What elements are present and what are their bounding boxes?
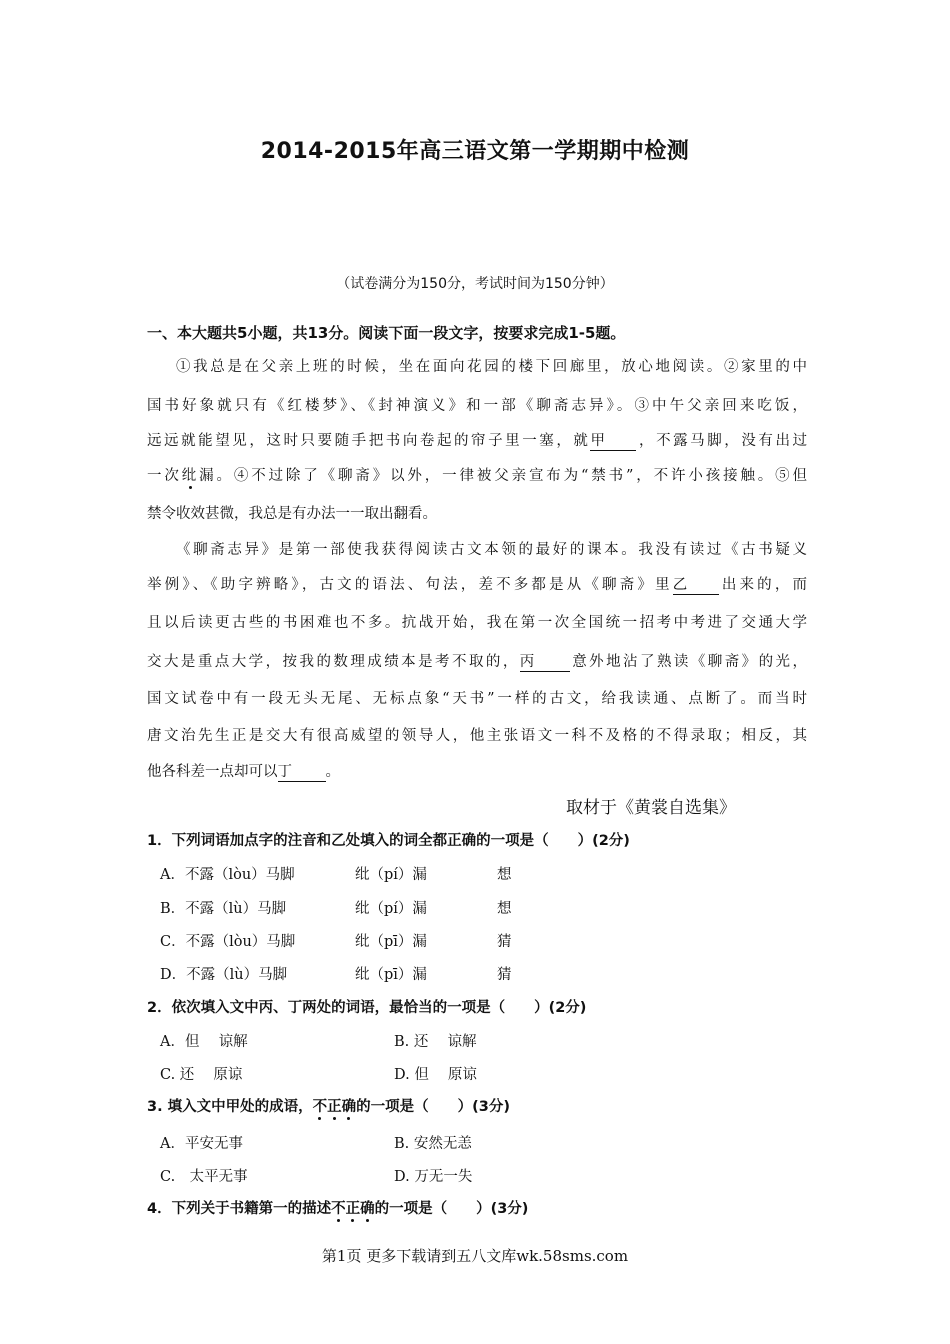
passage-text: 漏。④不过除了《聊斋》以外，一律被父亲宣布为“禁书”，不许小孩接触。⑤但 xyxy=(199,468,808,484)
q4-stem-text: 的一项是（ ）(3分) xyxy=(374,1201,529,1217)
page-footer: 第1页 更多下载请到五八文库wk.58sms.com xyxy=(321,1247,629,1265)
q2-option-d: D. 但 原谅 xyxy=(394,1067,477,1083)
passage-text: 意外地沾了熟读《聊斋》的光， xyxy=(569,654,808,670)
q1-option-a-fill: 想 xyxy=(497,867,512,883)
q3-stem-text: 3. 填入文中甲处的成语， xyxy=(147,1099,313,1115)
dotted-char: 不 xyxy=(312,1099,328,1115)
exam-note: （试卷满分为150分，考试时间为150分钟） xyxy=(336,276,614,292)
q1-option-d-word: D．不露（lù）马脚 xyxy=(160,967,288,983)
q1-option-c-fill: 猜 xyxy=(497,934,512,950)
passage-text: 。 xyxy=(325,764,340,780)
passage-line xyxy=(147,760,807,782)
q3-option-d: D. 万无一失 xyxy=(394,1169,473,1185)
q1-option-c-word2: 纰（pī）漏 xyxy=(355,934,427,950)
passage-line: 《聊斋志异》是第一部使我获得阅读古文本领的最好的课本。我没有读过《古书疑义 xyxy=(176,542,807,558)
q2-option-b: B. 还 谅解 xyxy=(394,1034,477,1050)
passage-line: 国文试卷中有一段无头无尾、无标点象“天书”一样的古文，给我读通、点断了。而当时 xyxy=(147,691,807,707)
question-4-stem xyxy=(147,1197,528,1218)
source-citation: 取材于《黄裳自选集》 xyxy=(566,798,736,818)
section-heading: 一、本大题共5小题，共13分。阅读下面一段文字，按要求完成1-5题。 xyxy=(147,324,626,342)
q4-stem-text: 4．下列关于书籍第一的描述 xyxy=(147,1201,332,1217)
q3-option-c: C. 太平无事 xyxy=(160,1169,248,1185)
q3-stem-text: 的一项是（ ）(3分) xyxy=(356,1099,510,1115)
q1-option-b-fill: 想 xyxy=(497,901,512,917)
passage-line: ①我总是在父亲上班的时候，坐在面向花园的楼下回廊里，放心地阅读。②家里的中 xyxy=(176,359,807,375)
passage-line: 禁令收效甚微，我总是有办法一一取出翻看。 xyxy=(147,506,437,522)
page-title: 2014-2015年高三语文第一学期期中检测 xyxy=(260,139,690,164)
blank-jia: 甲 xyxy=(590,434,636,451)
question-1-stem: 1．下列词语加点字的注音和乙处填入的词全都正确的一项是（ ）(2分) xyxy=(147,833,630,849)
passage-text: 他各科差一点却可以 xyxy=(147,764,278,780)
passage-line xyxy=(147,464,807,485)
passage-line: 国书好象就只有《红楼梦》、《封神演义》和一部《聊斋志异》。③中午父亲回来吃饭， xyxy=(147,398,807,414)
q1-option-b-word: B．不露（lù）马脚 xyxy=(160,901,287,917)
dotted-char: 确 xyxy=(360,1201,375,1217)
question-3-stem xyxy=(147,1095,510,1116)
dotted-char: 正 xyxy=(327,1099,342,1115)
q3-option-a: A．平安无事 xyxy=(160,1136,243,1152)
passage-text: 举例》、《助字辨略》，古文的语法、句法，差不多都是从《聊斋》里 xyxy=(147,577,673,593)
passage-text: 远远就能望见，这时只要随手把书向卷起的帘子里一塞，就 xyxy=(147,433,591,449)
dotted-char: 确 xyxy=(341,1099,357,1115)
q3-option-b: B. 安然无恙 xyxy=(394,1136,472,1152)
blank-yi: 乙 xyxy=(673,578,719,595)
q1-option-d-fill: 猜 xyxy=(497,967,512,983)
q1-option-a-word2: 纰（pí）漏 xyxy=(355,867,427,883)
q1-option-b-word2: 纰（pí）漏 xyxy=(355,901,427,917)
passage-text: 一次 xyxy=(147,468,182,484)
passage-line xyxy=(147,650,807,672)
q2-option-a: A．但 谅解 xyxy=(160,1034,248,1050)
passage-line xyxy=(147,573,807,595)
passage-text: ，不露马脚，没有出过 xyxy=(636,433,808,449)
q1-option-d-word2: 纰（pī）漏 xyxy=(355,967,427,983)
dotted-char: 正 xyxy=(345,1201,361,1217)
dotted-char: 不 xyxy=(331,1201,346,1217)
q2-option-c: C. 还 原谅 xyxy=(160,1067,243,1083)
passage-line xyxy=(147,429,807,451)
passage-text: 出来的，而 xyxy=(718,577,808,593)
passage-line: 唐文治先生正是交大有很高威望的领导人，他主张语文一科不及格的不得录取；相反，其 xyxy=(147,728,807,744)
dotted-char: 纰 xyxy=(181,468,200,484)
q1-option-a-word: A．不露（lòu）马脚 xyxy=(160,867,295,883)
blank-bing: 丙 xyxy=(520,655,570,672)
q1-option-c-word: C．不露（lòu）马脚 xyxy=(160,934,296,950)
question-2-stem: 2．依次填入文中丙、丁两处的词语，最恰当的一项是（ ）(2分) xyxy=(147,1000,587,1016)
passage-text: 交大是重点大学，按我的数理成绩本是考不取的， xyxy=(147,654,520,670)
passage-line: 且以后读更古些的书困难也不多。抗战开始，我在第一次全国统一招考中考进了交通大学 xyxy=(147,615,807,631)
blank-ding: 丁 xyxy=(278,765,326,782)
